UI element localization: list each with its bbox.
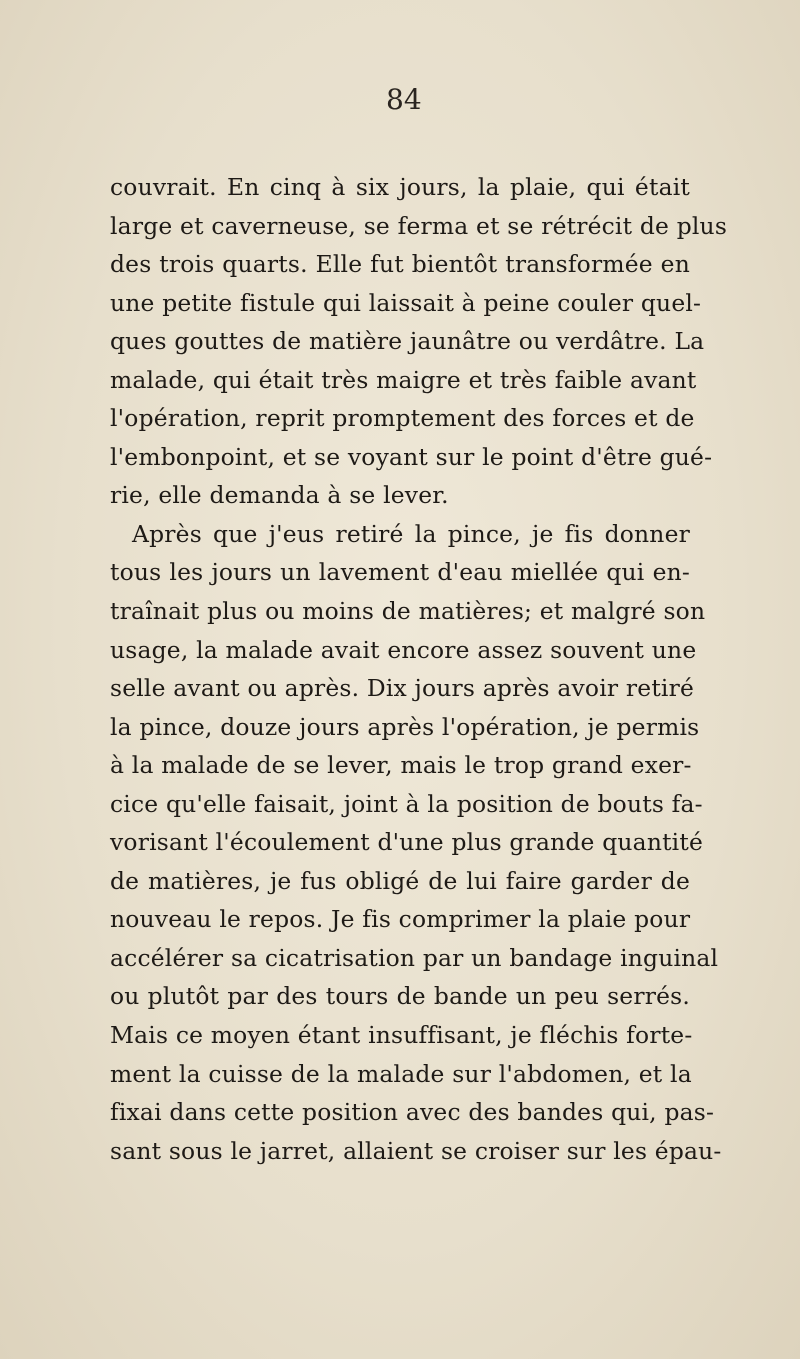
text-line: l'embonpoint, et se voyant sur le point d'être gué- bbox=[110, 442, 713, 471]
text-line: usage, la malade avait encore assez souvent une bbox=[110, 635, 697, 664]
text-line: fixai dans cette position avec des bandes qui, pas- bbox=[110, 1098, 715, 1127]
text-line: traînait plus ou moins de matières; et malgré son bbox=[110, 597, 706, 626]
text-line: une petite fistule qui laissait à peine couler quel- bbox=[110, 288, 702, 317]
text-line: la pince, douze jours après l'opération, je permis bbox=[110, 712, 700, 741]
page-number: 84 bbox=[386, 83, 422, 116]
text-line: vorisant l'écoulement d'une plus grande quantité bbox=[110, 828, 704, 857]
text-line: sant sous le jarret, allaient se croiser sur les épau- bbox=[110, 1136, 722, 1165]
text-line: tous les jours un lavement d'eau miellée qui en- bbox=[110, 558, 690, 587]
text-line: ou plutôt par des tours de bande un peu serrés. bbox=[110, 982, 690, 1011]
text-line: ment la cuisse de la malade sur l'abdomen, et la bbox=[110, 1059, 692, 1088]
text-line: malade, qui était très maigre et très faible avant bbox=[110, 365, 697, 394]
text-line: accélérer sa cicatrisation par un bandage inguinal bbox=[110, 943, 719, 972]
text-line: rie, elle demanda à se lever. bbox=[110, 481, 449, 510]
text-line: à la malade de se lever, mais le trop grand exer- bbox=[110, 751, 692, 780]
text-line: nouveau le repos. Je fis comprimer la plaie pour bbox=[110, 905, 691, 934]
text-line: Mais ce moyen étant insuffisant, je fléchis forte- bbox=[110, 1021, 693, 1050]
text-line: des trois quarts. Elle fut bientôt transformée en bbox=[110, 250, 690, 279]
text-line: cice qu'elle faisait, joint à la position de bouts fa- bbox=[110, 789, 703, 818]
text-line: Après que j'eus retiré la pince, je fis donner bbox=[132, 519, 690, 548]
text-line: l'opération, reprit promptement des forces et de bbox=[110, 404, 695, 433]
text-line: large et caverneuse, se ferma et se rétrécit de plus bbox=[110, 211, 728, 240]
text-line: ques gouttes de matière jaunâtre ou verdâtre. La bbox=[110, 327, 705, 356]
text-line: selle avant ou après. Dix jours après avoir retiré bbox=[110, 674, 695, 703]
text-line: de matières, je fus obligé de lui faire garder de bbox=[110, 866, 690, 895]
body-text bbox=[110, 168, 728, 1170]
text-line: couvrait. En cinq à six jours, la plaie, qui était bbox=[110, 173, 690, 201]
